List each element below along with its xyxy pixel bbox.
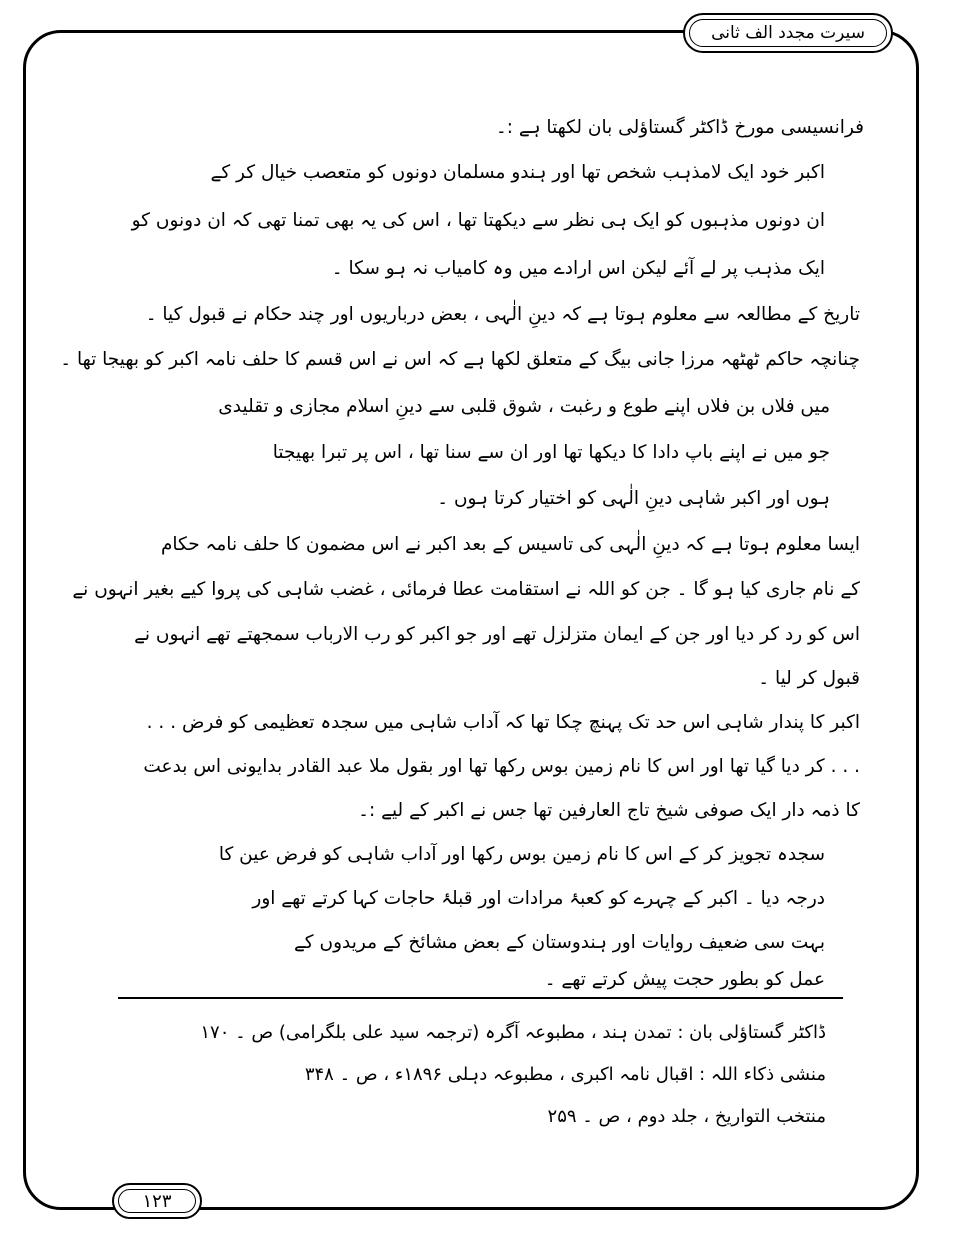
quote-line: ہوں اور اکبر شاہی دینِ الٰہی کو اختیار کرتا ہوں ۔ — [437, 488, 830, 509]
footnote: ڈاکٹر گستاؤلی بان : تمدن ہند ، مطبوعہ آگرہ (ترجمہ سید علی بلگرامی) ص ۔ ۱۷۰ — [200, 1022, 826, 1043]
quote-line: میں فلاں بن فلاں اپنے طوع و رغبت ، شوق قلبی سے دینِ اسلام مجازی و تقلیدی — [218, 396, 830, 417]
quote-line: اکبر خود ایک لامذہب شخص تھا اور ہندو مسلمان دونوں کو متعصب خیال کر کے — [210, 162, 825, 183]
running-header-title: سیرت مجدد الف ثانی — [689, 19, 887, 47]
page-number-badge — [112, 1183, 202, 1219]
text-line: کا ذمہ دار ایک صوفی شیخ تاج العارفین تھا جس نے اکبر کے لیے :۔ — [358, 800, 860, 821]
quote-line: درجہ دیا ۔ اکبر کے چہرے کو کعبۂ مرادات اور قبلۂ حاجات کہا کرتے تھے اور — [252, 888, 825, 909]
text-line: ایسا معلوم ہوتا ہے کہ دینِ الٰہی کی تاسیس کے بعد اکبر نے اس مضمون کا حلف نامہ حکام — [160, 534, 860, 555]
quote-line: سجدہ تجویز کر کے اس کا نام زمین بوس رکھا اور آداب شاہی کو فرض عین کا — [218, 844, 825, 865]
text-line: قبول کر لیا ۔ — [758, 668, 860, 689]
text-line: فرانسیسی مورخ ڈاکٹر گستاؤلی بان لکھتا ہے :۔ — [495, 117, 864, 138]
running-header — [683, 13, 893, 53]
quote-line: ان دونوں مذہبوں کو ایک ہی نظر سے دیکھتا تھا ، اس کی یہ بھی تمنا تھی کہ ان دونوں کو — [131, 210, 825, 231]
footnote: منتخب التواریخ ، جلد دوم ، ص ۔ ۲۵۹ — [547, 1106, 826, 1127]
quote-line: عمل کو بطور حجت پیش کرتے تھے ۔ — [544, 969, 825, 990]
quote-line: بہت سی ضعیف روایات اور ہندوستان کے بعض مشائخ کے مریدوں کے — [293, 932, 825, 953]
text-line: اس کو رد کر دیا اور جن کے ایمان متزلزل تھے اور جو اکبر کو رب الارباب سمجھتے تھے انہوں نے — [134, 624, 860, 645]
footnote-divider — [118, 997, 843, 999]
text-line: اکبر کا پندار شاہی اس حد تک پہنچ چکا تھا کہ آداب شاہی میں سجدہ تعظیمی کو فرض . . . — [146, 712, 860, 733]
text-line: تاریخ کے مطالعہ سے معلوم ہوتا ہے کہ دینِ الٰہی ، بعض درباریوں اور چند حکام نے قبول کیا ۔ — [145, 304, 860, 325]
text-line: کے نام جاری کیا ہو گا ۔ جن کو اللہ نے استقامت عطا فرمائی ، غضب شاہی کی پروا کیے بغیر انہوں نے — [72, 579, 860, 600]
text-line: چنانچہ حاکم ٹھٹھہ مرزا جانی بیگ کے متعلق لکھا ہے کہ اس نے اس قسم کا حلف نامہ اکبر کو بھیجا تھا ۔ — [60, 349, 860, 370]
quote-line: جو میں نے اپنے باپ دادا کا دیکھا تھا اور ان سے سنا تھا ، اس پر تبرا بھیجتا — [272, 442, 830, 463]
page-number: ۱۲۳ — [118, 1189, 196, 1213]
footnote: منشی ذکاء اللہ : اقبال نامہ اکبری ، مطبوعہ دہلی ۱۸۹۶ء ، ص ۔ ۳۴۸ — [304, 1064, 826, 1085]
quote-line: ایک مذہب پر لے آئے لیکن اس ارادے میں وہ کامیاب نہ ہو سکا ۔ — [331, 258, 825, 279]
text-line: . . . کر دیا گیا تھا اور اس کا نام زمین بوس رکھا تھا اور بقول ملا عبد القادر بدایونی اس بدعت — [143, 756, 860, 777]
